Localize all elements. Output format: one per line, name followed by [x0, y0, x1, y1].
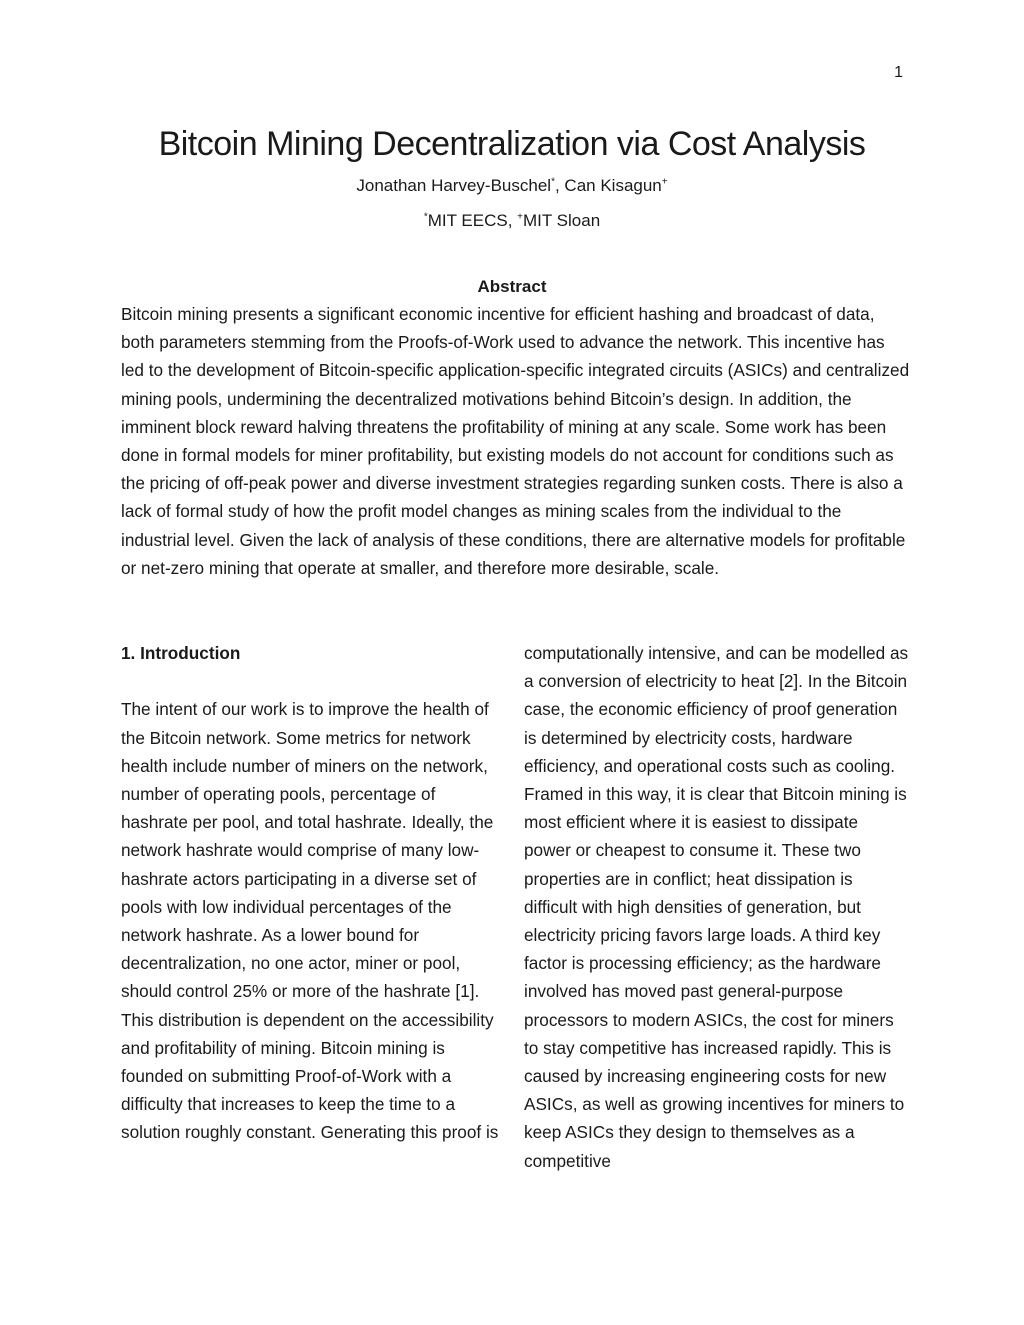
left-column	[121, 639, 506, 1147]
affiliation-line	[0, 209, 1024, 233]
section-heading: 1. Introduction	[121, 643, 241, 663]
author-name: Jonathan Harvey-Buschel	[356, 176, 552, 195]
affiliation-mark: +	[517, 211, 523, 223]
abstract-text: Bitcoin mining presents a significant economic incentive for efficient hashing and broadcast of data, both parameters stemming from the Proofs-of-Work used to advance the network. This incentive has led to the development of Bitcoin-specific application-specific integrated circuits (ASICs) and centralized mining pools, undermining the decentralized motivations behind Bitcoin’s design. In addition, the imminent block reward halving threatens the profitability of mining at any scale. Some work has been done in formal models for miner profitability, but existing models do not account for conditions such as the pricing of off-peak power and diverse investment strategies regarding sunken costs. There is also a lack of formal study of how the profit model changes as mining scales from the individual to the industrial level. Given the lack of analysis of these conditions, there are alternative models for profitable or net-zero mining that operate at smaller, and therefore more desirable, scale.	[121, 304, 910, 578]
author-line	[0, 174, 1024, 198]
author-affiliation-mark: *	[551, 176, 555, 188]
author-name: Can Kisagun	[564, 176, 662, 195]
author-separator: ,	[554, 176, 565, 195]
page-number: 1	[894, 64, 903, 81]
introduction-text-left: The intent of our work is to improve the health of the Bitcoin network. Some metrics for network health include number of miners on the network, number of operating pools, percentage of hashrate per pool, and total hashrate. Ideally, the network hashrate would comprise of many low-hashrate actors participating in a diverse set of pools with low individual percentages of the network hashrate. As a lower bound for decentralization, no one actor, miner or pool, should control 25% or more of the hashrate [1]. This distribution is dependent on the accessibility and profitability of mining. Bitcoin mining is founded on submitting Proof-of-Work with a difficulty that increases to keep the time to a solution roughly constant. Generating this proof is	[121, 699, 499, 1143]
affiliation-name: MIT Sloan	[523, 211, 601, 230]
affiliation-name: MIT EECS,	[427, 211, 518, 230]
author-affiliation-mark: +	[661, 176, 668, 188]
right-column	[524, 639, 909, 1175]
introduction-text-right: computationally intensive, and can be modelled as a conversion of electricity to heat [2]. In the Bitcoin case, the economic efficiency of proof generation is determined by electricity costs, hardware efficiency, and operational costs such as cooling. Framed in this way, it is clear that Bitcoin mining is most efficient where it is easiest to dissipate power or cheapest to consume it. These two properties are in conflict; heat dissipation is difficult with high densities of generation, but electricity pricing favors large loads. A third key factor is processing efficiency; as the hardware involved has moved past general-purpose processors to modern ASICs, the cost for miners to stay competitive has increased rapidly. This is caused by increasing engineering costs for new ASICs, as well as growing incentives for miners to keep ASICs they design to themselves as a competitive	[524, 643, 909, 1171]
abstract-heading: Abstract	[477, 277, 547, 296]
affiliation-mark: *	[423, 211, 428, 223]
paper-title: Bitcoin Mining Decentralization via Cost Analysis	[158, 125, 866, 163]
